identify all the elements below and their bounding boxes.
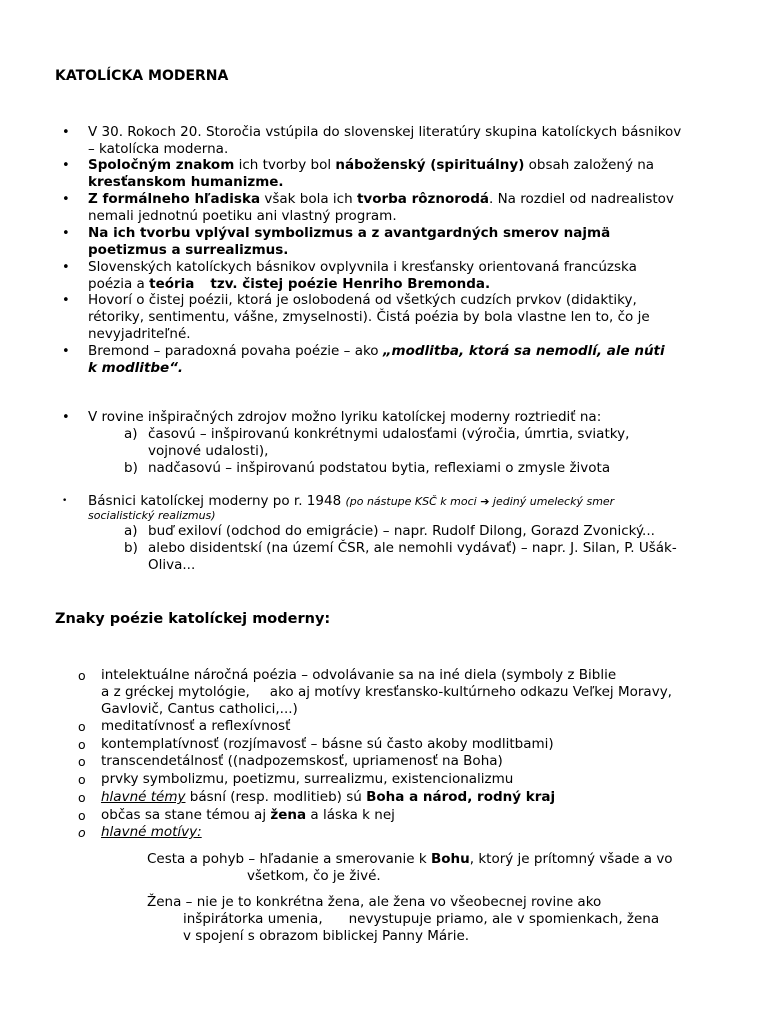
bullet-marker: •	[62, 125, 70, 140]
text: však bola ich	[260, 191, 357, 207]
intro-bullet-2-line-2	[88, 174, 284, 191]
intro-bullet-7-line-1	[88, 343, 665, 360]
text: ako aj motívy kresťansko-kultúrneho odkazu Veľkej Moravy,	[269, 684, 672, 700]
feature-6	[101, 789, 555, 806]
text: Cesta a pohyb – hľadanie a smerovanie k	[147, 851, 431, 867]
motif-1-line-2: všetkom, čo je živé.	[247, 868, 381, 884]
bullet-marker: •	[62, 260, 70, 275]
feature-1-line-3: Gavlovič, Cantus catholici,...)	[101, 701, 298, 717]
bold-text: Boha a národ, rodný kraj	[366, 789, 556, 805]
hollow-bullet-marker: o	[78, 719, 86, 734]
after1948-a-line-1: buď exiloví (odchod do emigrácie) – napr. Rudolf Dilong, Gorazd Zvonický...	[148, 523, 655, 539]
intro-bullet-3-line-2: nemali jednotnú poetiku ani vlastný program.	[88, 208, 397, 224]
quote-text: k modlitbe“.	[88, 360, 184, 376]
hollow-bullet-marker: o	[78, 668, 86, 683]
bold-text: kresťanskom humanizme.	[88, 174, 284, 190]
feature-2: meditatívnosť a reflexívnosť	[101, 718, 291, 734]
inspiration-b-line-1: nadčasovú – inšpirovanú podstatou bytia, reflexiami o zmysle života	[148, 460, 611, 476]
intro-bullet-5-line-2	[88, 276, 490, 293]
list-marker-b: b)	[124, 460, 138, 476]
text: inšpirátorka umenia,	[183, 911, 323, 927]
underlined-text: hlavné témy	[101, 789, 186, 805]
motif-2-line-3: v spojení s obrazom biblickej Panny Márie.	[183, 928, 470, 944]
feature-4: transcendetálnosť ((nadpozemskosť, upriamenosť na Boha)	[101, 753, 503, 769]
after1948-note-line-2: socialistický realizmus)	[88, 509, 216, 522]
text: nevystupuje priamo, ale v spomienkach, žena	[348, 911, 660, 927]
hollow-bullet-marker: o	[78, 737, 86, 752]
feature-1-line-2	[101, 684, 672, 701]
bullet-marker: •	[62, 496, 68, 506]
bold-text: Na ich tvorbu vplýval symbolizmus a z avantgardných smerov najmä	[88, 225, 611, 241]
intro-bullet-1-line-2: – katolícka moderna.	[88, 141, 229, 157]
text: obsah založený na	[524, 157, 655, 173]
list-marker-a: a)	[124, 426, 138, 442]
text: , ktorý je prítomný všade a vo	[469, 851, 673, 867]
feature-7	[101, 807, 395, 824]
intro-bullet-5-line-1: Slovenských katolíckych básnikov ovplyvnila i kresťansky orientovaná francúzska	[88, 259, 637, 275]
hollow-bullet-marker: o	[78, 772, 86, 787]
intro-bullet-2-line-1	[88, 157, 654, 174]
after1948-b-line-2: Oliva...	[148, 557, 196, 573]
page-title: KATOLÍCKA MODERNA	[55, 68, 229, 84]
bullet-marker: •	[62, 226, 70, 241]
hollow-bullet-marker: o	[78, 825, 86, 840]
intro-bullet-1-line-1: V 30. Rokoch 20. Storočia vstúpila do slovenskej literatúry skupina katolíckych básnikov	[88, 124, 682, 140]
text: Básnici katolíckej moderny po r. 1948	[88, 493, 346, 509]
text: . Na rozdiel od nadrealistov	[488, 191, 674, 207]
intro-bullet-6-line-3: nevyjadriteľné.	[88, 326, 191, 342]
bullet-marker: •	[62, 158, 70, 173]
motif-1-line-1	[147, 851, 673, 868]
feature-3: kontemplatívnosť (rozjímavosť – básne sú často akoby modlitbami)	[101, 736, 554, 752]
inspiration-a-line-1: časovú – inšpirovanú konkrétnymi udalosťami (výročia, úmrtia, sviatky,	[148, 426, 630, 442]
motif-2-line-2	[183, 911, 659, 928]
bullet-marker: •	[62, 344, 70, 359]
bold-text: náboženský (spirituálny)	[335, 157, 525, 173]
intro-bullet-3-line-1	[88, 191, 674, 208]
underlined-text: hlavné motívy:	[101, 824, 202, 840]
text: občas sa stane témou aj	[101, 807, 271, 823]
intro-bullet-7-line-2	[88, 360, 183, 377]
feature-1-line-1: intelektuálne náročná poézia – odvolávanie sa na iné diela (symboly z Biblie	[101, 667, 617, 683]
inspiration-intro: V rovine inšpiračných zdrojov možno lyriku katolíckej moderny roztriediť na:	[88, 409, 602, 425]
bold-text: poetizmus a surrealizmus.	[88, 242, 289, 258]
feature-5: prvky symbolizmu, poetizmu, surrealizmu, existencionalizmu	[101, 771, 514, 787]
bullet-marker: •	[62, 293, 70, 308]
section-heading: Znaky poézie katolíckej moderny:	[55, 611, 331, 627]
bold-text: Z formálneho hľadiska	[88, 191, 261, 207]
bullet-marker: •	[62, 410, 70, 425]
intro-bullet-4-line-2	[88, 242, 288, 259]
note-text: (po nástupe KSČ k moci ➔ jediný umelecký smer	[345, 495, 615, 508]
list-marker-a: a)	[124, 523, 138, 539]
bold-text: tzv. čistej poézie Henriho Bremonda.	[210, 276, 491, 292]
motif-2-line-1: Žena – nie je to konkrétna žena, ale žena vo všeobecnej rovine ako	[147, 894, 602, 910]
text: poézia a	[88, 276, 150, 292]
hollow-bullet-marker: o	[78, 790, 86, 805]
hollow-bullet-marker: o	[78, 808, 86, 823]
bold-text: žena	[270, 807, 307, 823]
feature-8	[101, 824, 202, 841]
text: Bremond – paradoxná povaha poézie – ako	[88, 343, 383, 359]
intro-bullet-6-line-2: rétoriky, sentimentu, vášne, zmyselnosti). Čistá poézia by bola vlastne len to, čo je	[88, 309, 650, 325]
intro-bullet-4-line-1	[88, 225, 610, 242]
bold-text: Spoločným znakom	[88, 157, 235, 173]
bullet-marker: •	[62, 192, 70, 207]
after1948-b-line-1: alebo disidentskí (na území ČSR, ale nemohli vydávať) – napr. J. Silan, P. Ušák-	[148, 540, 677, 556]
list-marker-b: b)	[124, 540, 138, 556]
inspiration-a-line-2: vojnové udalosti),	[148, 443, 269, 459]
hollow-bullet-marker: o	[78, 754, 86, 769]
quote-text: „modlitba, ktorá sa nemodlí, ale núti	[382, 343, 665, 359]
text: ich tvorby bol	[234, 157, 336, 173]
text: a z gréckej mytológie,	[101, 684, 250, 700]
bold-text: teória	[149, 276, 195, 292]
text: a láska k nej	[306, 807, 395, 823]
bold-text: tvorba rôznorodá	[356, 191, 489, 207]
text: básní (resp. modlitieb) sú	[185, 789, 367, 805]
bold-text: Bohu	[430, 851, 470, 867]
intro-bullet-6-line-1: Hovorí o čistej poézii, ktorá je oslobodená od všetkých cudzích prvkov (didaktiky,	[88, 292, 637, 308]
